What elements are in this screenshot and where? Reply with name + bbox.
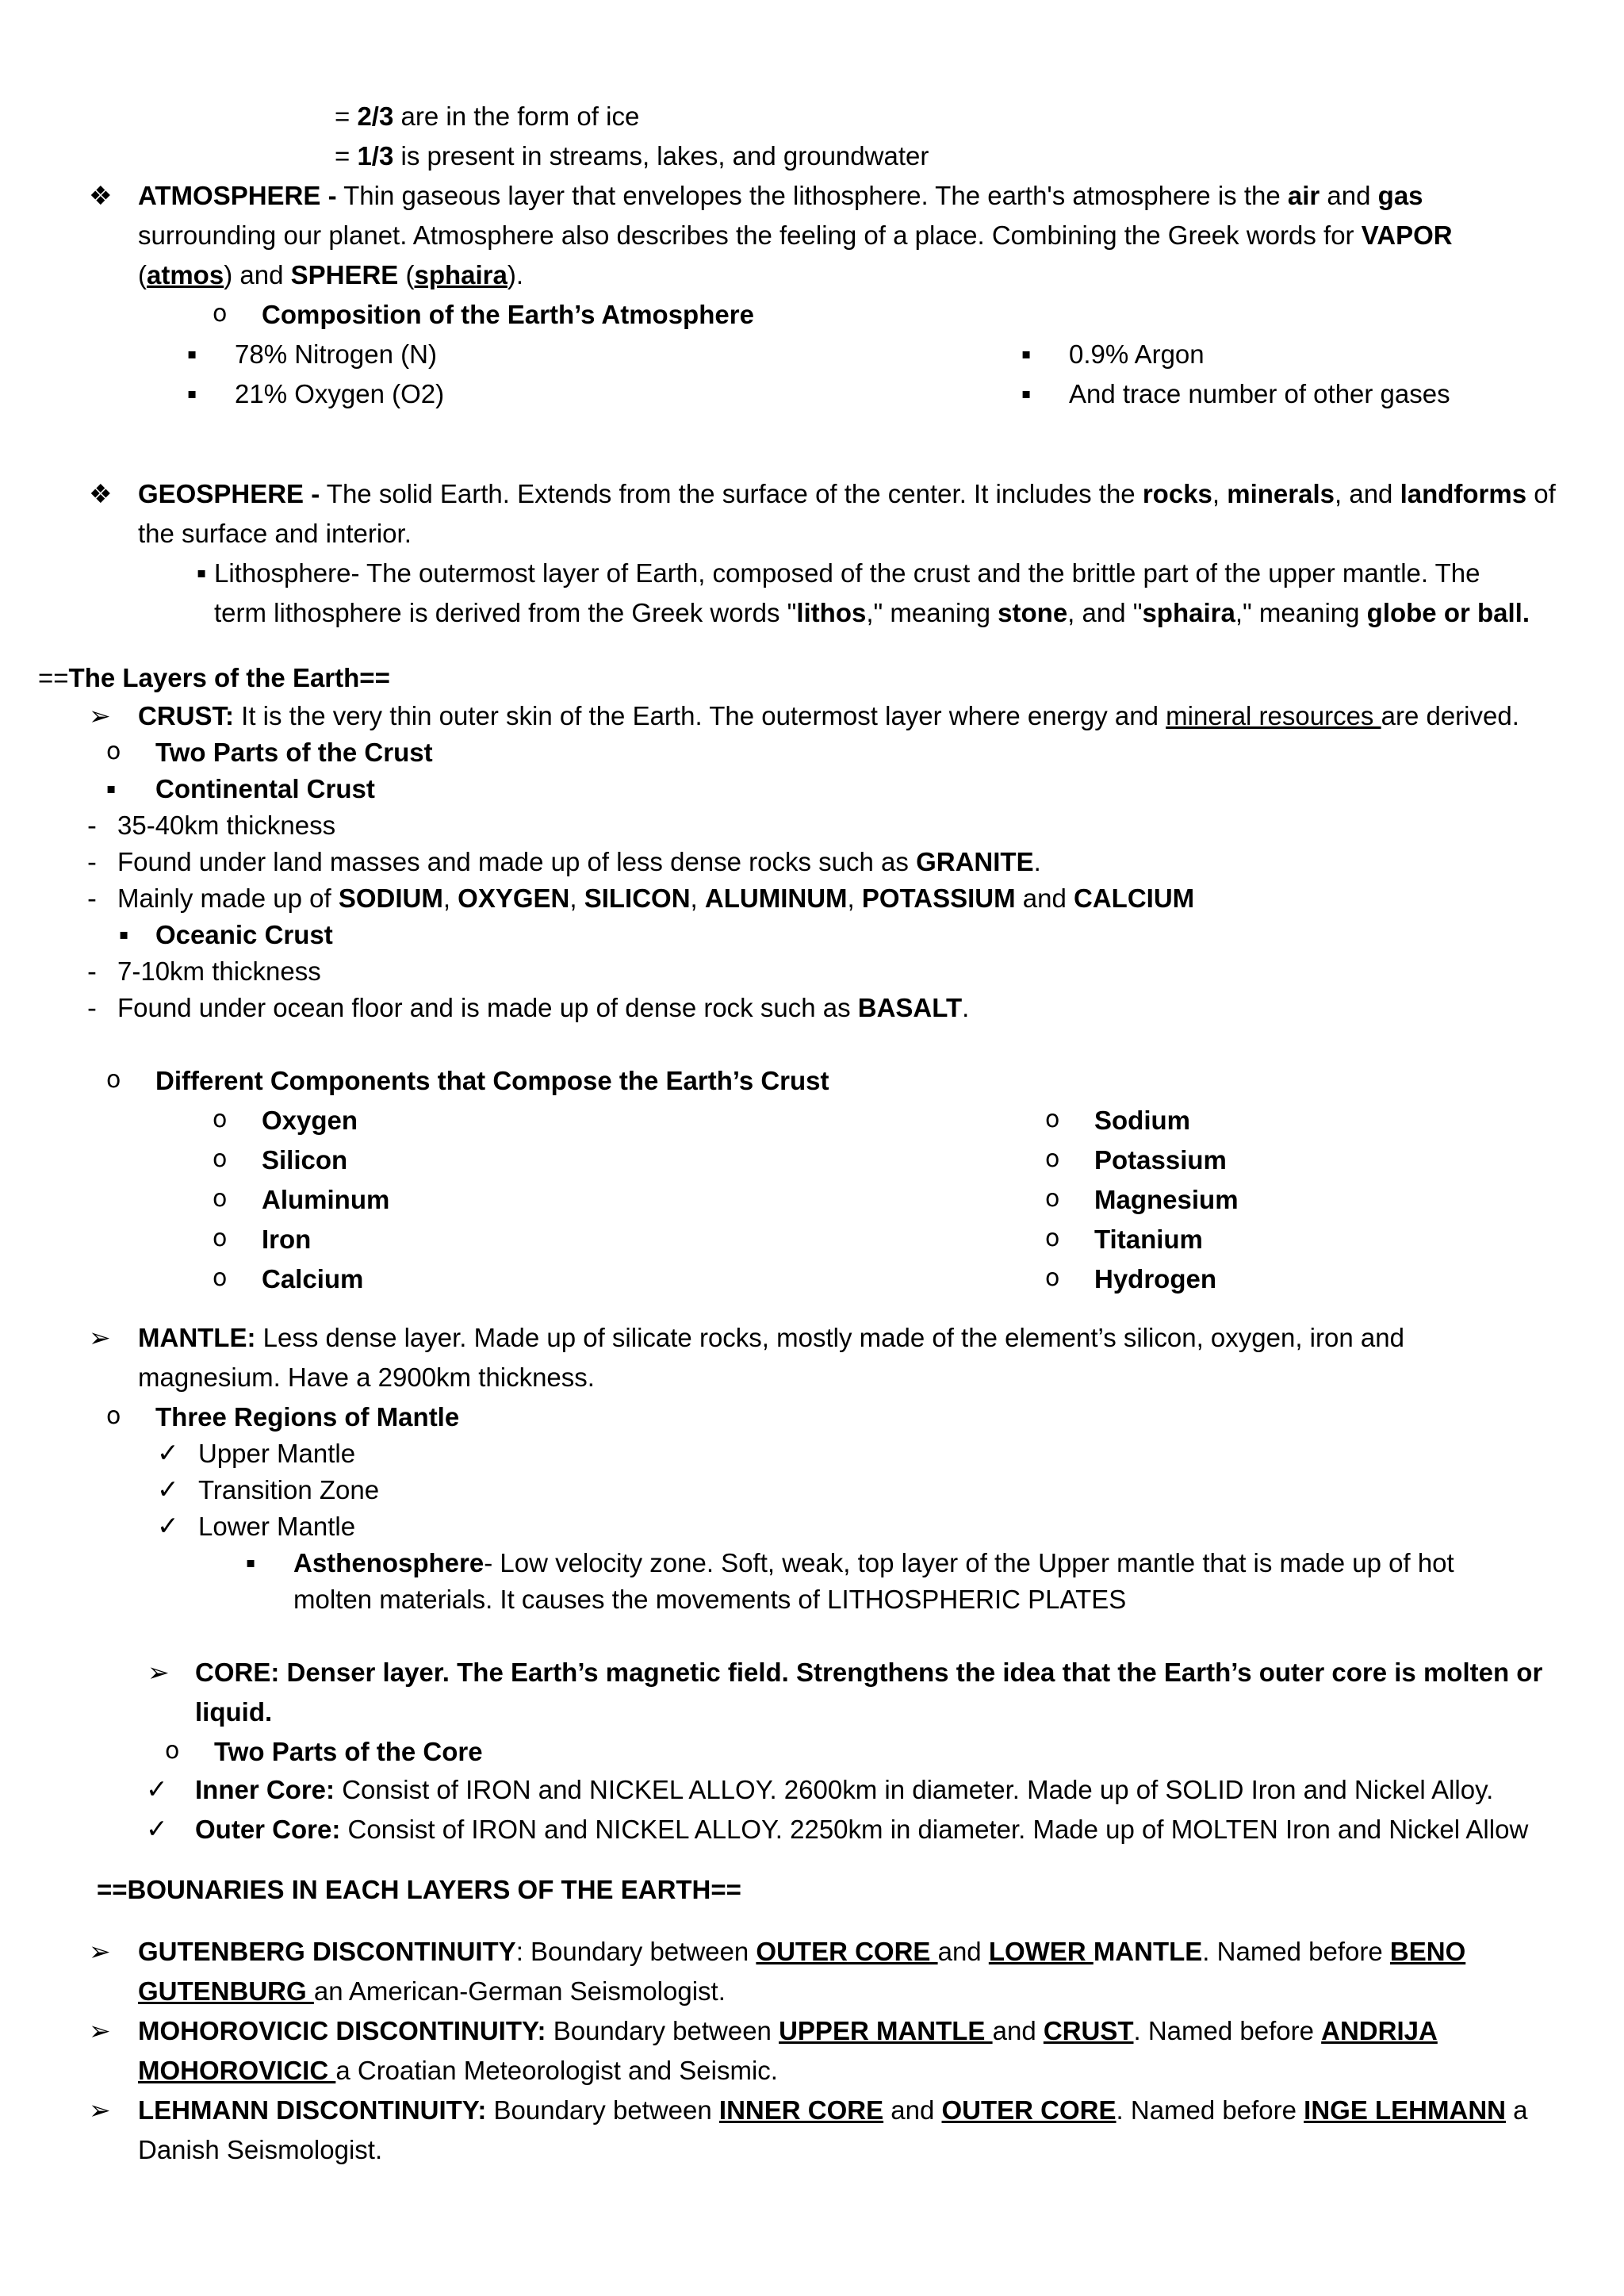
continental-item: 35-40km thickness xyxy=(117,811,336,840)
composition-heading: Composition of the Earth’s Atmosphere xyxy=(262,300,754,329)
circle-bullet-icon: o xyxy=(213,1264,228,1292)
component-item: Oxygen xyxy=(262,1106,358,1135)
square-bullet-icon: ▪ xyxy=(1021,346,1032,362)
water-streams-line: = 1/3 is present in streams, lakes, and groundwater xyxy=(335,141,929,171)
atmosphere-line-2: surrounding our planet. Atmosphere also describes the feeling of a place. Combining the Greek words for VAPOR xyxy=(138,220,1453,250)
mantle-regions-heading: Three Regions of Mantle xyxy=(155,1402,460,1432)
composition-item: 78% Nitrogen (N) xyxy=(235,339,437,369)
circle-bullet-icon: o xyxy=(213,1225,228,1252)
dash-bullet-icon: - xyxy=(87,956,97,987)
mantle-line-1: MANTLE: Less dense layer. Made up of silicate rocks, mostly made of the element’s silicon, oxygen, iron and xyxy=(138,1323,1404,1352)
check-icon: ✓ xyxy=(157,1474,179,1504)
water-ice-line: = 2/3 are in the form of ice xyxy=(335,102,640,131)
arrow-bullet-icon: ➢ xyxy=(89,2015,111,2046)
circle-bullet-icon: o xyxy=(165,1737,180,1765)
circle-bullet-icon: o xyxy=(1045,1225,1060,1252)
circle-bullet-icon: o xyxy=(106,738,121,765)
component-item: Calcium xyxy=(262,1264,364,1294)
circle-bullet-icon: o xyxy=(213,1185,228,1213)
gutenberg-line-1: GUTENBERG DISCONTINUITY: Boundary between OUTER CORE and LOWER MANTLE. Named before BENO xyxy=(138,1937,1466,1966)
asthenosphere-line-2: molten materials. It causes the movements of LITHOSPHERIC PLATES xyxy=(293,1585,1127,1614)
two-parts-crust-heading: Two Parts of the Crust xyxy=(155,738,433,767)
outer-core-line: Outer Core: Consist of IRON and NICKEL ALLOY. 2250km in diameter. Made up of MOLTEN Iron and Nickel Allow xyxy=(195,1815,1529,1844)
continental-item: Mainly made up of SODIUM, OXYGEN, SILICON, ALUMINUM, POTASSIUM and CALCIUM xyxy=(117,884,1195,913)
oceanic-item: Found under ocean floor and is made up of dense rock such as BASALT. xyxy=(117,993,970,1022)
boundaries-heading: ==BOUNARIES IN EACH LAYERS OF THE EARTH== xyxy=(97,1875,741,1904)
component-item: Iron xyxy=(262,1225,312,1254)
components-heading: Different Components that Compose the Earth’s Crust xyxy=(155,1066,829,1095)
mohorovicic-line-2: MOHOROVICIC a Croatian Meteorologist and Seismic. xyxy=(138,2056,778,2085)
check-icon: ✓ xyxy=(146,1813,168,1844)
geosphere-line-2: the surface and interior. xyxy=(138,519,412,548)
circle-bullet-icon: o xyxy=(106,1066,121,1094)
component-item: Magnesium xyxy=(1094,1185,1239,1214)
dash-bullet-icon: - xyxy=(87,992,97,1023)
crust-line: CRUST: It is the very thin outer skin of the Earth. The outermost layer where energy and mineral resources are derived. xyxy=(138,701,1519,730)
square-bullet-icon: ▪ xyxy=(187,385,197,402)
check-icon: ✓ xyxy=(146,1773,168,1804)
component-item: Silicon xyxy=(262,1145,348,1175)
oceanic-item: 7-10km thickness xyxy=(117,956,321,986)
geosphere-line-1: GEOSPHERE - The solid Earth. Extends from the surface of the center. It includes the rocks, minerals, and landforms of xyxy=(138,479,1556,508)
mantle-region-item: Lower Mantle xyxy=(198,1512,356,1541)
diamond-bullet-icon: ❖ xyxy=(89,478,113,509)
mantle-line-2: magnesium. Have a 2900km thickness. xyxy=(138,1363,595,1392)
component-item: Hydrogen xyxy=(1094,1264,1217,1294)
continental-item: Found under land masses and made up of less dense rocks such as GRANITE. xyxy=(117,847,1041,876)
gutenberg-line-2: GUTENBURG an American-German Seismologist. xyxy=(138,1976,726,2006)
square-bullet-icon: ▪ xyxy=(1021,385,1032,402)
asthenosphere-line-1: Asthenosphere- Low velocity zone. Soft, weak, top layer of the Upper mantle that is made up of hot xyxy=(293,1548,1454,1577)
circle-bullet-icon: o xyxy=(1045,1145,1060,1173)
composition-item: And trace number of other gases xyxy=(1069,379,1450,408)
check-icon: ✓ xyxy=(157,1437,179,1468)
component-item: Aluminum xyxy=(262,1185,390,1214)
arrow-bullet-icon: ➢ xyxy=(147,1657,170,1688)
atmosphere-line-1: ATMOSPHERE - Thin gaseous layer that envelopes the lithosphere. The earth's atmosphere is the air and gas xyxy=(138,181,1423,210)
arrow-bullet-icon: ➢ xyxy=(89,1322,111,1353)
continental-crust-heading: Continental Crust xyxy=(155,774,375,803)
core-parts-heading: Two Parts of the Core xyxy=(214,1737,483,1766)
lehmann-line-2: Danish Seismologist. xyxy=(138,2135,383,2164)
lithosphere-line-1: Lithosphere- The outermost layer of Earth, composed of the crust and the brittle part of the upper mantle. The xyxy=(214,558,1480,588)
inner-core-line: Inner Core: Consist of IRON and NICKEL ALLOY. 2600km in diameter. Made up of SOLID Iron and Nickel Alloy. xyxy=(195,1775,1494,1804)
mohorovicic-line-1: MOHOROVICIC DISCONTINUITY: Boundary between UPPER MANTLE and CRUST. Named before ANDRIJA xyxy=(138,2016,1438,2045)
atmosphere-line-3: (atmos) and SPHERE (sphaira). xyxy=(138,260,524,289)
layers-heading: ==The Layers of the Earth== xyxy=(38,663,390,692)
arrow-bullet-icon: ➢ xyxy=(89,1936,111,1967)
mantle-region-item: Upper Mantle xyxy=(198,1439,356,1468)
arrow-bullet-icon: ➢ xyxy=(89,700,111,731)
circle-bullet-icon: o xyxy=(1045,1185,1060,1213)
composition-item: 0.9% Argon xyxy=(1069,339,1205,369)
component-item: Potassium xyxy=(1094,1145,1227,1175)
arrow-bullet-icon: ➢ xyxy=(89,2095,111,2125)
circle-bullet-icon: o xyxy=(213,1106,228,1133)
circle-bullet-icon: o xyxy=(1045,1264,1060,1292)
circle-bullet-icon: o xyxy=(213,1145,228,1173)
diamond-bullet-icon: ❖ xyxy=(89,180,113,211)
circle-bullet-icon: o xyxy=(213,300,228,328)
check-icon: ✓ xyxy=(157,1510,179,1541)
oceanic-crust-heading: Oceanic Crust xyxy=(155,920,333,949)
mantle-region-item: Transition Zone xyxy=(198,1475,380,1504)
lithosphere-line-2: term lithosphere is derived from the Greek words "lithos," meaning stone, and "sphaira," meaning globe or ball. xyxy=(214,598,1530,627)
lehmann-line-1: LEHMANN DISCONTINUITY: Boundary between INNER CORE and OUTER CORE. Named before INGE LEHMANN a xyxy=(138,2095,1528,2125)
square-bullet-icon: ▪ xyxy=(119,926,129,943)
circle-bullet-icon: o xyxy=(1045,1106,1060,1133)
core-line-2: liquid. xyxy=(195,1697,273,1727)
component-item: Sodium xyxy=(1094,1106,1190,1135)
component-item: Titanium xyxy=(1094,1225,1203,1254)
square-bullet-icon: ▪ xyxy=(246,1554,256,1571)
dash-bullet-icon: - xyxy=(87,846,97,877)
dash-bullet-icon: - xyxy=(87,883,97,914)
square-bullet-icon: ▪ xyxy=(197,565,207,581)
core-line-1: CORE: Denser layer. The Earth’s magnetic field. Strengthens the idea that the Earth’s outer core is molten or xyxy=(195,1658,1543,1687)
circle-bullet-icon: o xyxy=(106,1402,121,1430)
dash-bullet-icon: - xyxy=(87,810,97,841)
square-bullet-icon: ▪ xyxy=(106,780,117,797)
square-bullet-icon: ▪ xyxy=(187,346,197,362)
composition-item: 21% Oxygen (O2) xyxy=(235,379,445,408)
